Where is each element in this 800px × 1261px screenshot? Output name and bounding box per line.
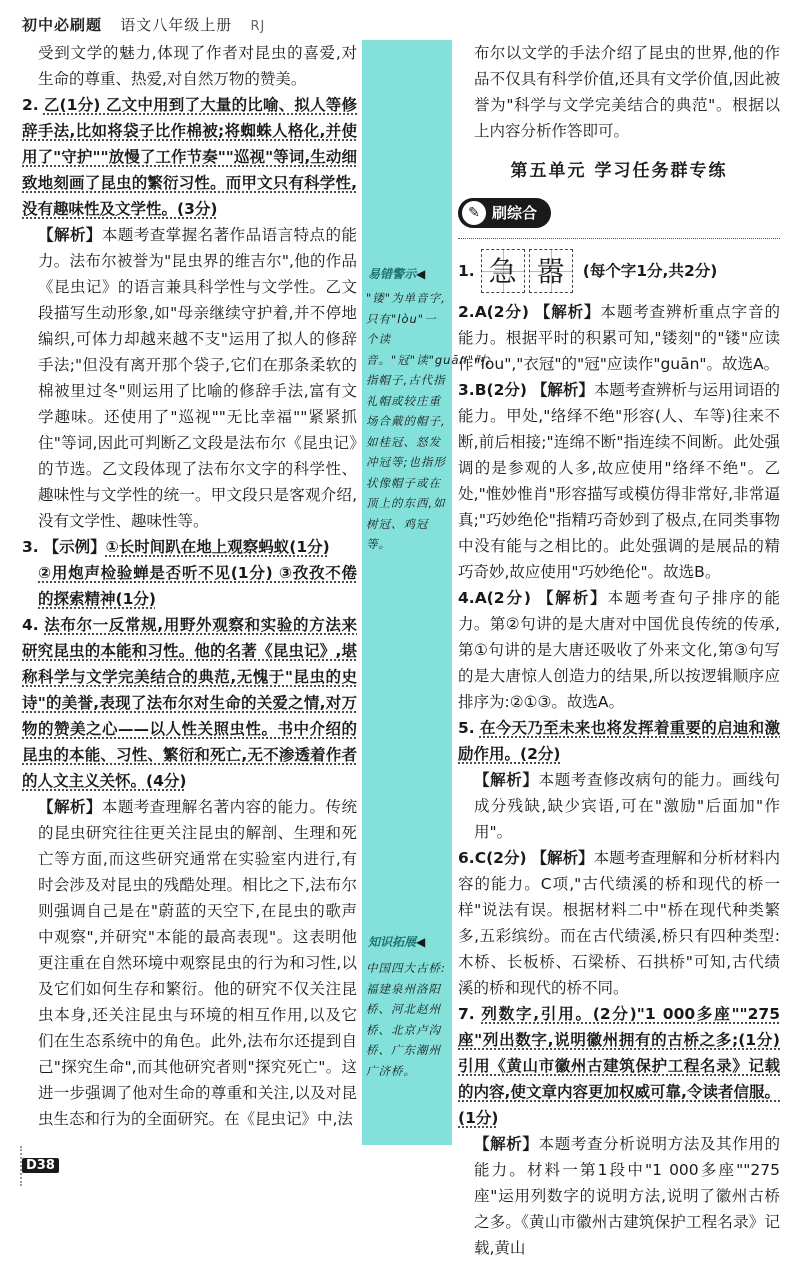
answer-char-box: 急 (481, 249, 525, 293)
answer-text: ②用炮声检验蝉是否听不见(1分) ③孜孜不倦的探索精神(1分) (38, 564, 357, 608)
score-note: (每个字1分,共2分) (582, 262, 718, 280)
question-number: 2. (22, 96, 39, 114)
analysis-2 (22, 222, 357, 534)
analysis-text: 本题考查句子排序的能力。第②句讲的是大唐对中国优良传统的传承,第①句讲的是大唐还吸收了外来文化,第③句写的是大唐惊人创造力的结果,所以按逻辑顺序应排序为:②①③。故选A。 (458, 589, 780, 711)
question-number: 5. (458, 719, 475, 737)
page-corner-decoration (0, 1146, 22, 1186)
answer-3-cont (22, 560, 357, 612)
answer-3 (22, 534, 357, 560)
analysis-text: 本题考查理解和分析材料内容的能力。C项,"古代绩溪的桥和现代的桥一样"说法有误。根据材料二中"桥在现代种类繁多,五彩缤纷。而在古代绩溪,桥只有四种类型:木桥、长板桥、石梁桥、石拱桥"可知,古代绩溪的桥和现代的桥不同。 (458, 849, 780, 997)
answer-6-right (458, 845, 780, 1001)
side-notes-strip (362, 40, 492, 1145)
question-number: 4. (458, 589, 475, 607)
analysis-text: 本题考查修改病句的能力。画线句成分残缺,缺少宾语,可在"激励"后面加"作用"。 (474, 771, 780, 841)
analysis-tag: 【解析】 (537, 589, 608, 607)
answer-text: ①长时间趴在地上观察蚂蚁(1分) (105, 538, 330, 556)
arrow-icon: ◀ (416, 267, 426, 281)
answer-text: 乙(1分) 乙文中用到了大量的比喻、拟人等修辞手法,比如将袋子比作棉被;将蜘蛛人格化,并使用了"守护""放慢了工作节奏""巡视"等词,生动细致地刻画了昆虫的繁衍习性。而甲文只有科学性,没有趣味性及文学性。(3分) (22, 96, 357, 218)
left-column (22, 40, 357, 1132)
answer-1 (458, 249, 780, 293)
answer-text: 列数字,引用。(2分)"1 000多座""275座"列出数字,说明徽州拥有的古桥之多;(1分)引用《黄山市徽州古建筑保护工程名录》记载的内容,使文章内容更加权威可靠,令读者信服。(1分) (458, 1005, 780, 1127)
book-title: 初中必刷题 (22, 16, 103, 34)
analysis-tag: 【解析】 (38, 798, 102, 816)
answer-4 (22, 612, 357, 794)
question-number: 1. (458, 262, 475, 280)
answer-head: A(2分) (474, 303, 529, 321)
analysis-4 (22, 794, 357, 1132)
question-number: 3. (22, 538, 39, 556)
answer-7-right (458, 1001, 780, 1131)
warning-label: 易错警示 (368, 267, 417, 281)
analysis-text: 本题考查理解名著内容的能力。传统的昆虫研究往往更关注昆虫的解剖、生理和死亡等方面,而这些研究通常在实验室内进行,有时会涉及对昆虫的残酷处理。相比之下,法布尔则强调自己是在"蔚蓝的天空下,在昆虫的歌声中观察",并研究"本能的最高表现"。这表明他更注重在自然环境中观察昆虫的行为和习性,以及它们如何生存和繁衍。他的研究不仅关注昆虫本身,还关注昆虫与环境的相互作用,以及它们在生态系统中的角色。此外,法布尔还提到自己"探究生命",而其他研究者则"探究死亡"。这进一步强调了他对生命的尊重和关注,以及对昆虫生态和行为的全面研究。在《昆虫记》中,法 (38, 798, 357, 1128)
answer-head: A(2分) (474, 589, 531, 607)
side-tag-warning (362, 265, 452, 282)
section-divider (458, 192, 780, 239)
side-note-bridges: 中国四大古桥:福建泉州洛阳桥、河北赵州桥、北京卢沟桥、广东潮州广济桥。 (366, 961, 446, 1078)
analysis-5-right (458, 767, 780, 845)
answer-text: 在今天乃至未来也将发挥着重要的启迪和激励作用。(2分) (458, 719, 780, 763)
answer-head: B(2分) (474, 381, 527, 399)
continued-text: 布尔以文学的手法介绍了昆虫的世界,他的作品不仅具有科学价值,还具有文学价值,因此被誉为"科学与文学完美结合的典范"。根据以上内容分析作答即可。 (474, 44, 780, 140)
analysis-text: 本题考查辨析与运用词语的能力。甲处,"络绎不绝"形容(人、车等)往来不断,前后相接;"连绵不断"指连续不间断。此处强调的是参观的人多,故应使用"络绎不绝"。乙处,"惟妙惟肖"形容描写或模仿得非常好,非常逼真;"巧妙绝伦"指精巧奇妙到了极点,在同类事物中没有能与之相比的。此处强调的是展品的精巧奇妙,故应使用"巧妙绝伦"。故选B。 (458, 381, 780, 581)
badge-label: 刷综合 (492, 204, 538, 222)
question-number: 2. (458, 303, 475, 321)
analysis-7-right (458, 1131, 780, 1261)
question-number: 4. (22, 616, 39, 634)
analysis-tag: 【解析】 (534, 303, 601, 321)
answer-head: C(2分) (474, 849, 527, 867)
book-subject: 语文八年级上册 (120, 16, 233, 34)
answer-text: 法布尔一反常规,用野外观察和实验的方法来研究昆虫的本能和习性。他的名著《昆虫记》,堪称科学与文学完美结合的典范,无愧于"昆虫的史诗"的美誉,表现了法布尔对生命的关爱之情,对万物的赞美之心——以人性关照虫性。书中介绍的昆虫的本能、习性、繁衍和死亡,无不渗透着作者的人文主义关怀。(4分) (22, 616, 357, 790)
answer-4-right (458, 585, 780, 715)
example-tag: 【示例】 (43, 538, 106, 556)
analysis-tag: 【解析】 (474, 1135, 539, 1153)
arrow-icon: ◀ (416, 935, 426, 949)
answer-char-box: 嚣 (529, 249, 573, 293)
page-header (22, 14, 277, 38)
section-badge (458, 198, 551, 228)
question-number: 3. (458, 381, 475, 399)
analysis-text: 本题考查分析说明方法及其作用的能力。材料一第1段中"1 000多座""275座"运用列数字的说明方法,说明了徽州古桥之多。《黄山市徽州古建筑保护工程名录》记载,黄山 (474, 1135, 780, 1257)
book-edition: RJ (250, 19, 266, 34)
side-note-pronunciation: "镂"为单音字,只有"lòu"一个读音。"冠"读"guān"时,指帽子,古代指礼帽或较庄重场合戴的帽子,如桂冠、怒发冲冠等;也指形状像帽子或在顶上的东西,如树冠、鸡冠等。 (366, 291, 492, 551)
continued-text: 受到文学的魅力,体现了作者对昆虫的喜爱,对生命的尊重、热爱,对自然万物的赞美。 (38, 44, 357, 88)
analysis-tag: 【解析】 (474, 771, 539, 789)
analysis-tag: 【解析】 (38, 226, 102, 244)
section-title: 第五单元 学习任务群专练 (510, 161, 728, 181)
page-number: D38 (22, 1158, 59, 1173)
analysis-text: 本题考查掌握名著作品语言特点的能力。法布尔被誉为"昆虫界的维吉尔",他的作品《昆虫记》的语言兼具科学性与文学性。乙文段描写生动形象,如"母亲继续守护着,并不停地编织,可体力却越来越不支"运用了拟人的修辞手法;"但没有离开那个袋子,它们在那条柔软的棉被里过冬"则运用了比喻的修辞手法,富有文学趣味。还使用了"巡视""无比幸福""紧紧抓住"等词,因此可判断乙文段是法布尔《昆虫记》的节选。乙文段体现了法布尔文字的科学性、趣味性与文学性的统一。甲文段只是客观介绍,没有文学性、趣味性等。 (38, 226, 357, 530)
question-number: 7. (458, 1005, 475, 1023)
answer-3-right (458, 377, 780, 585)
analysis-tag: 【解析】 (531, 381, 594, 399)
analysis-tag: 【解析】 (531, 849, 594, 867)
knowledge-label: 知识拓展 (368, 935, 417, 949)
pen-icon: ✎ (462, 201, 486, 225)
answer-2-right (458, 299, 780, 377)
answer-2 (22, 92, 357, 222)
answer-5-right (458, 715, 780, 767)
question-number: 6. (458, 849, 475, 867)
analysis-text: 本题考查辨析重点字音的能力。根据平时的积累可知,"镂刻"的"镂"应读作"lòu","衣冠"的"冠"应读作"guān"。故选A。 (458, 303, 780, 373)
right-column (458, 40, 780, 1261)
side-tag-knowledge (362, 933, 452, 950)
